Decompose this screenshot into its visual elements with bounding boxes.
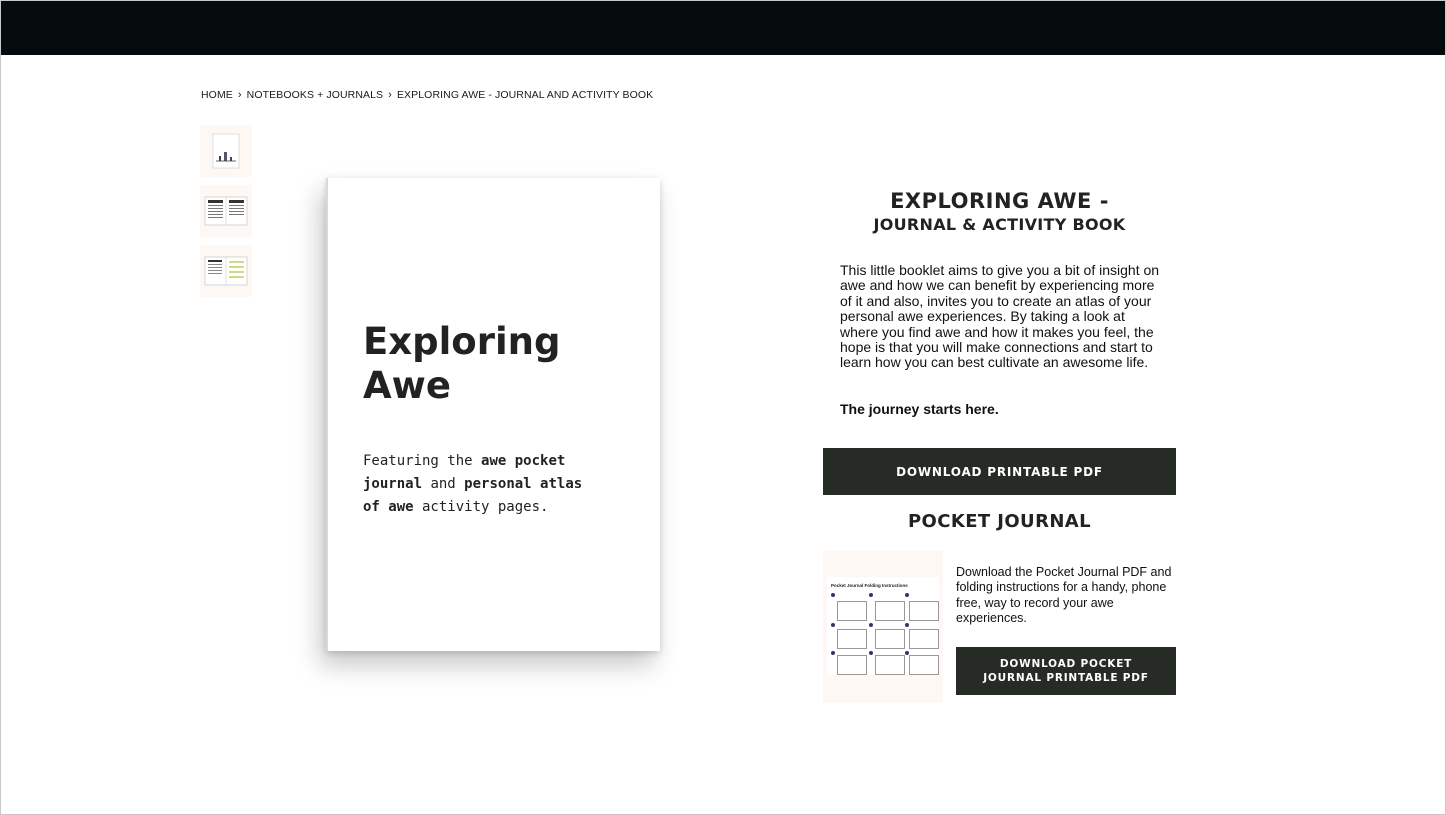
fold-step	[909, 601, 939, 621]
thumbnail-spread-2[interactable]	[200, 245, 252, 297]
fold-step	[837, 629, 867, 649]
atlas-spread-icon	[204, 256, 248, 286]
breadcrumb-notebooks-journals[interactable]: NOTEBOOKS + JOURNALS	[246, 89, 384, 101]
cover-thumbnail-icon	[211, 132, 241, 170]
subtitle-text: Featuring the	[363, 453, 482, 469]
subtitle-text: and	[422, 476, 465, 492]
download-printable-pdf-button[interactable]: DOWNLOAD PRINTABLE PDF	[823, 448, 1176, 495]
instructions-sheet-title: Pocket Journal Folding Instructions	[831, 583, 908, 588]
book-cover-subtitle	[363, 450, 603, 519]
subtitle-bold: awe pocket journal	[363, 453, 566, 492]
fold-step	[837, 601, 867, 621]
pocket-journal-description: Download the Pocket Journal PDF and folding instructions for a handy, phone free, way to record your awe experiences.	[956, 565, 1172, 625]
product-title: EXPLORING AWE -	[890, 189, 1109, 213]
pocket-journal-heading: POCKET JOURNAL	[907, 511, 1092, 532]
breadcrumb-separator: ›	[388, 89, 392, 101]
subtitle-bold: personal atlas of awe	[363, 476, 583, 515]
fold-step	[909, 629, 939, 649]
thumbnail-cover[interactable]	[200, 125, 252, 177]
product-subtitle: JOURNAL & ACTIVITY BOOK	[873, 215, 1126, 234]
fold-step	[909, 655, 939, 675]
breadcrumb-current: EXPLORING AWE - JOURNAL AND ACTIVITY BOOK	[396, 89, 654, 101]
subtitle-text: activity pages.	[413, 499, 549, 515]
fold-step	[875, 601, 905, 621]
step-dot	[831, 651, 835, 655]
product-title-block	[823, 188, 1176, 236]
book-cover-title: Exploring Awe	[363, 320, 561, 407]
step-dot	[869, 651, 873, 655]
product-description: This little booklet aims to give you a bit of insight on awe and how we can benefit by experiencing more of it and also, invites you to create an atlas of your personal awe experiences. By taking a look at where you find awe and how it makes you feel, the hope is that you will make connections and start to learn how you can best cultivate an awesome life.	[840, 262, 1160, 371]
download-pocket-journal-pdf-button[interactable]: DOWNLOAD POCKET JOURNAL PRINTABLE PDF	[956, 647, 1176, 695]
fold-step	[875, 629, 905, 649]
product-tagline: The journey starts here.	[840, 401, 999, 417]
fold-step	[837, 655, 867, 675]
site-header-bar	[1, 1, 1445, 55]
fold-step	[875, 655, 905, 675]
step-dot	[869, 593, 873, 597]
step-dot	[905, 623, 909, 627]
thumbnail-spread-1[interactable]	[200, 185, 252, 237]
step-dot	[831, 593, 835, 597]
breadcrumb-home[interactable]: HOME	[201, 89, 233, 101]
step-dot	[905, 593, 909, 597]
breadcrumb	[201, 89, 653, 101]
step-dot	[869, 623, 873, 627]
journal-spread-icon	[204, 196, 248, 226]
pocket-journal-instructions-image	[823, 551, 943, 703]
instructions-sheet	[827, 577, 939, 675]
step-dot	[831, 623, 835, 627]
book-cover-image	[326, 178, 660, 651]
breadcrumb-separator: ›	[237, 89, 242, 101]
